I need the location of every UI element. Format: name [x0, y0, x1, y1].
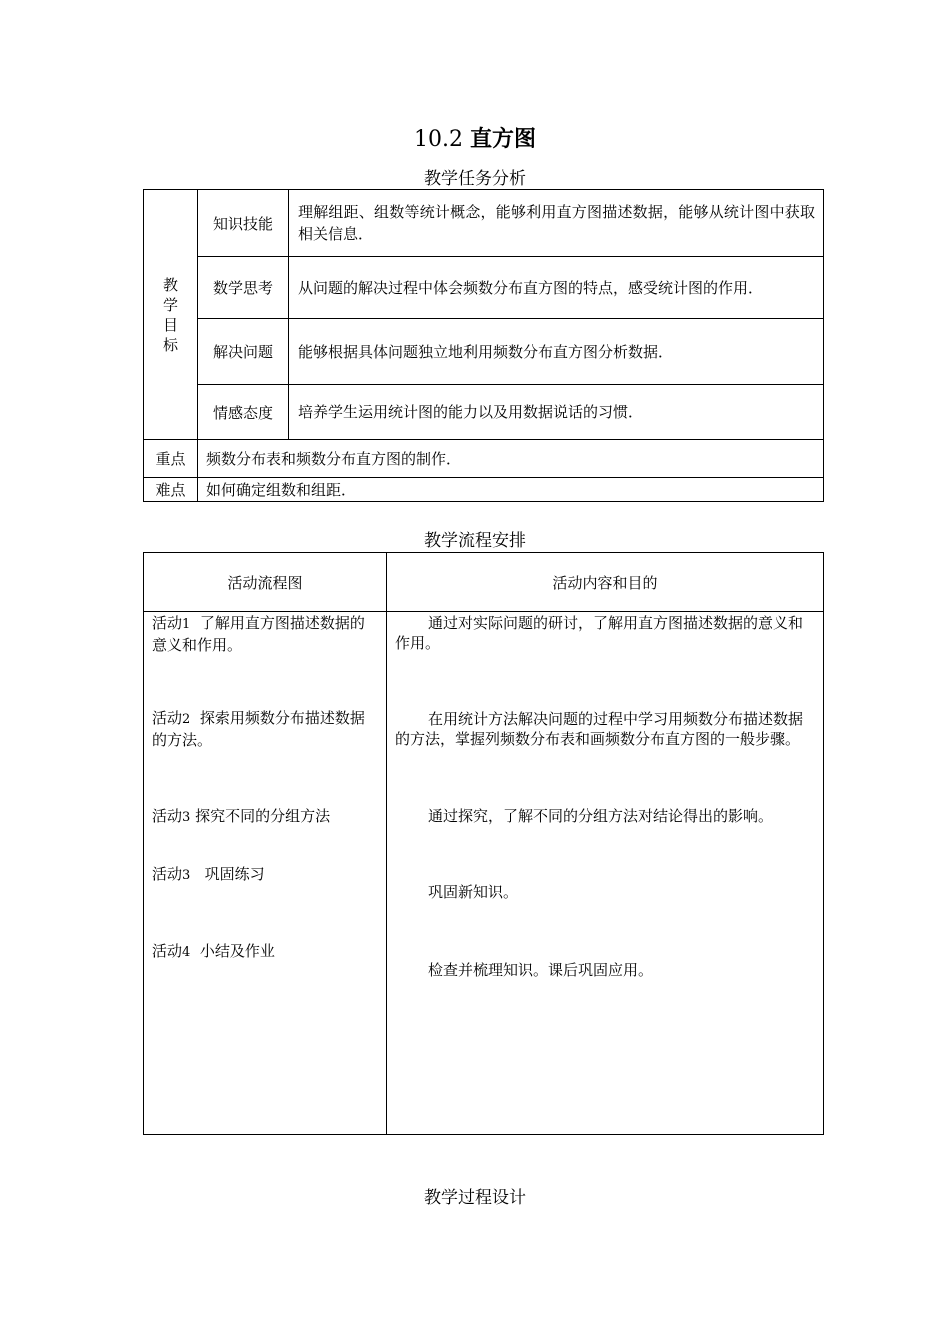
goal-label: 数学思考 [198, 257, 289, 319]
goals-label: 教 学 目 标 [144, 190, 198, 440]
goal-content: 理解组距、组数等统计概念，能够利用直方图描述数据，能够从统计图中获取相关信息． [289, 190, 824, 257]
activity-item: 活动4 小结及作业 [152, 942, 275, 960]
activity-list [144, 612, 387, 1135]
activity-item: 活动3 巩固练习 [152, 865, 265, 883]
goal-content: 培养学生运用统计图的能力以及用数据说话的习惯． [289, 385, 824, 440]
activity-content: 在用统计方法解决问题的过程中学习用频数分布描述数据的方法，掌握列频数分布表和画频数分布直方图的一般步骤。 [395, 710, 804, 748]
table-row [144, 190, 824, 257]
flow-right-header: 活动内容和目的 [387, 553, 824, 612]
activity-content: 通过探究，了解不同的分组方法对结论得出的影响。 [428, 807, 774, 825]
task-analysis-table [143, 189, 824, 502]
goal-label: 情感态度 [198, 385, 289, 440]
activity-item: 活动2 探索用频数分布描述数据的方法。 [152, 709, 365, 749]
goal-label: 知识技能 [198, 190, 289, 257]
activity-content: 通过对实际问题的研讨，了解用直方图描述数据的意义和作用。 [395, 614, 804, 652]
flow-heading: 教学流程安排 [424, 531, 526, 551]
flow-table [143, 552, 824, 1135]
title-number: 10.2 [414, 127, 463, 152]
table-row [144, 257, 824, 319]
key-point-label: 重点 [144, 440, 198, 478]
table-row [144, 385, 824, 440]
table-row [144, 478, 824, 502]
activity-item: 活动3 探究不同的分组方法 [152, 807, 331, 825]
process-heading: 教学过程设计 [424, 1188, 526, 1208]
goal-content: 能够根据具体问题独立地利用频数分布直方图分析数据． [289, 319, 824, 385]
table-row [144, 553, 824, 612]
title-text: 直方图 [469, 127, 536, 152]
flow-left-header: 活动流程图 [144, 553, 387, 612]
activity-content-list [387, 612, 824, 1135]
table-row [144, 319, 824, 385]
activity-content: 巩固新知识。 [428, 883, 519, 901]
activity-item: 活动1 了解用直方图描述数据的意义和作用。 [152, 614, 365, 654]
table-row [144, 612, 824, 1135]
key-point-content: 频数分布表和频数分布直方图的制作． [198, 440, 824, 478]
goal-label: 解决问题 [198, 319, 289, 385]
goal-content: 从问题的解决过程中体会频数分布直方图的特点，感受统计图的作用． [289, 257, 824, 319]
task-analysis-heading: 教学任务分析 [424, 169, 526, 189]
page-title [0, 124, 950, 156]
difficulty-content: 如何确定组数和组距． [198, 478, 824, 502]
table-row [144, 440, 824, 478]
difficulty-label: 难点 [144, 478, 198, 502]
activity-content: 检查并梳理知识。课后巩固应用。 [428, 961, 654, 979]
